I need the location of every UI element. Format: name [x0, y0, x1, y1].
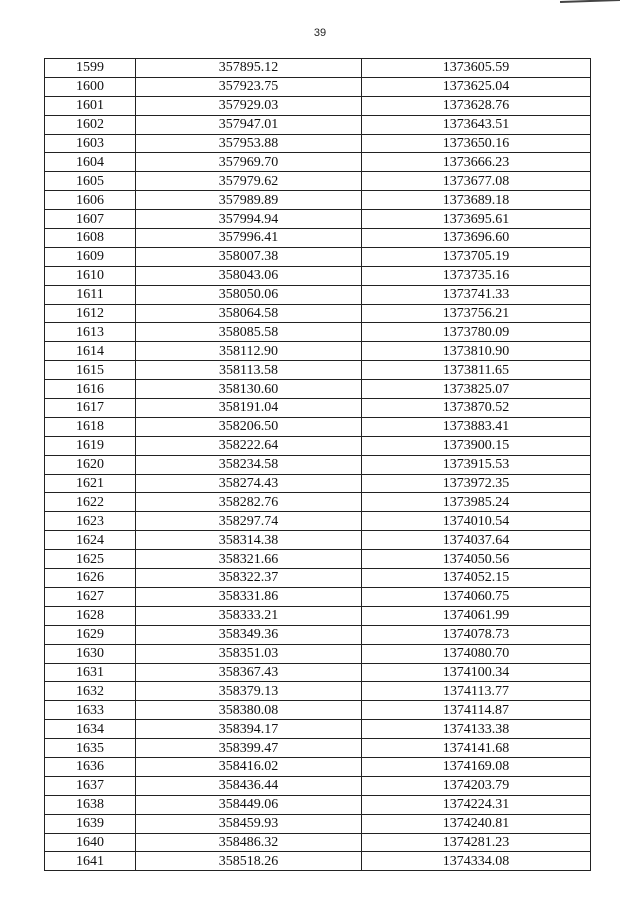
x-coordinate-cell: 357947.01 [136, 115, 362, 134]
x-coordinate-cell: 358449.06 [136, 795, 362, 814]
y-coordinate-cell: 1374281.23 [362, 833, 591, 852]
y-coordinate-cell: 1373883.41 [362, 417, 591, 436]
point-number-cell: 1609 [45, 247, 136, 266]
coordinates-table [44, 58, 591, 871]
table-row [45, 134, 591, 153]
point-number-cell: 1635 [45, 739, 136, 758]
x-coordinate-cell: 358518.26 [136, 852, 362, 871]
point-number-cell: 1618 [45, 417, 136, 436]
point-number-cell: 1625 [45, 550, 136, 569]
y-coordinate-cell: 1373780.09 [362, 323, 591, 342]
x-coordinate-cell: 357953.88 [136, 134, 362, 153]
x-coordinate-cell: 358436.44 [136, 776, 362, 795]
x-coordinate-cell: 358314.38 [136, 531, 362, 550]
y-coordinate-cell: 1374334.08 [362, 852, 591, 871]
x-coordinate-cell: 358191.04 [136, 399, 362, 418]
y-coordinate-cell: 1374141.68 [362, 739, 591, 758]
y-coordinate-cell: 1373900.15 [362, 436, 591, 455]
x-coordinate-cell: 357994.94 [136, 210, 362, 229]
table-row [45, 474, 591, 493]
point-number-cell: 1631 [45, 663, 136, 682]
table-row [45, 436, 591, 455]
point-number-cell: 1601 [45, 96, 136, 115]
table-row [45, 833, 591, 852]
point-number-cell: 1604 [45, 153, 136, 172]
y-coordinate-cell: 1373756.21 [362, 304, 591, 323]
y-coordinate-cell: 1373915.53 [362, 455, 591, 474]
y-coordinate-cell: 1374100.34 [362, 663, 591, 682]
x-coordinate-cell: 358367.43 [136, 663, 362, 682]
y-coordinate-cell: 1373643.51 [362, 115, 591, 134]
point-number-cell: 1607 [45, 210, 136, 229]
point-number-cell: 1638 [45, 795, 136, 814]
y-coordinate-cell: 1373695.61 [362, 210, 591, 229]
point-number-cell: 1639 [45, 814, 136, 833]
y-coordinate-cell: 1374240.81 [362, 814, 591, 833]
x-coordinate-cell: 358050.06 [136, 285, 362, 304]
x-coordinate-cell: 357996.41 [136, 229, 362, 248]
x-coordinate-cell: 358064.58 [136, 304, 362, 323]
point-number-cell: 1621 [45, 474, 136, 493]
table-row [45, 59, 591, 78]
table-row [45, 153, 591, 172]
point-number-cell: 1611 [45, 285, 136, 304]
x-coordinate-cell: 357923.75 [136, 77, 362, 96]
table-row [45, 115, 591, 134]
table-row [45, 682, 591, 701]
point-number-cell: 1608 [45, 229, 136, 248]
y-coordinate-cell: 1373628.76 [362, 96, 591, 115]
table-row [45, 757, 591, 776]
table-row [45, 361, 591, 380]
point-number-cell: 1599 [45, 59, 136, 78]
x-coordinate-cell: 358331.86 [136, 587, 362, 606]
table-row [45, 96, 591, 115]
x-coordinate-cell: 358322.37 [136, 569, 362, 588]
table-row [45, 247, 591, 266]
y-coordinate-cell: 1373735.16 [362, 266, 591, 285]
table-row [45, 625, 591, 644]
table-row [45, 701, 591, 720]
point-number-cell: 1615 [45, 361, 136, 380]
y-coordinate-cell: 1374061.99 [362, 606, 591, 625]
point-number-cell: 1640 [45, 833, 136, 852]
x-coordinate-cell: 358112.90 [136, 342, 362, 361]
table-row [45, 399, 591, 418]
scan-mark [560, 0, 620, 3]
table-row [45, 417, 591, 436]
y-coordinate-cell: 1374060.75 [362, 587, 591, 606]
y-coordinate-cell: 1373666.23 [362, 153, 591, 172]
point-number-cell: 1624 [45, 531, 136, 550]
table-row [45, 606, 591, 625]
table-row [45, 644, 591, 663]
point-number-cell: 1610 [45, 266, 136, 285]
y-coordinate-cell: 1373625.04 [362, 77, 591, 96]
y-coordinate-cell: 1373677.08 [362, 172, 591, 191]
y-coordinate-cell: 1374224.31 [362, 795, 591, 814]
table-row [45, 191, 591, 210]
x-coordinate-cell: 358297.74 [136, 512, 362, 531]
table-row [45, 304, 591, 323]
x-coordinate-cell: 358130.60 [136, 380, 362, 399]
point-number-cell: 1603 [45, 134, 136, 153]
point-number-cell: 1616 [45, 380, 136, 399]
y-coordinate-cell: 1373972.35 [362, 474, 591, 493]
table-row [45, 210, 591, 229]
x-coordinate-cell: 358351.03 [136, 644, 362, 663]
table-row [45, 285, 591, 304]
x-coordinate-cell: 358007.38 [136, 247, 362, 266]
point-number-cell: 1622 [45, 493, 136, 512]
y-coordinate-cell: 1373605.59 [362, 59, 591, 78]
point-number-cell: 1632 [45, 682, 136, 701]
x-coordinate-cell: 358085.58 [136, 323, 362, 342]
point-number-cell: 1619 [45, 436, 136, 455]
x-coordinate-cell: 358459.93 [136, 814, 362, 833]
y-coordinate-cell: 1374037.64 [362, 531, 591, 550]
table-row [45, 795, 591, 814]
x-coordinate-cell: 357969.70 [136, 153, 362, 172]
y-coordinate-cell: 1373870.52 [362, 399, 591, 418]
point-number-cell: 1634 [45, 720, 136, 739]
y-coordinate-cell: 1374080.70 [362, 644, 591, 663]
table-row [45, 550, 591, 569]
x-coordinate-cell: 357979.62 [136, 172, 362, 191]
y-coordinate-cell: 1373705.19 [362, 247, 591, 266]
point-number-cell: 1620 [45, 455, 136, 474]
table-row [45, 531, 591, 550]
y-coordinate-cell: 1373650.16 [362, 134, 591, 153]
x-coordinate-cell: 358486.32 [136, 833, 362, 852]
x-coordinate-cell: 358399.47 [136, 739, 362, 758]
y-coordinate-cell: 1373985.24 [362, 493, 591, 512]
table-row [45, 342, 591, 361]
table-row [45, 776, 591, 795]
point-number-cell: 1606 [45, 191, 136, 210]
x-coordinate-cell: 358394.17 [136, 720, 362, 739]
table-row [45, 229, 591, 248]
point-number-cell: 1633 [45, 701, 136, 720]
point-number-cell: 1614 [45, 342, 136, 361]
x-coordinate-cell: 358282.76 [136, 493, 362, 512]
y-coordinate-cell: 1374078.73 [362, 625, 591, 644]
table-row [45, 455, 591, 474]
table-row [45, 512, 591, 531]
x-coordinate-cell: 358333.21 [136, 606, 362, 625]
table-row [45, 587, 591, 606]
x-coordinate-cell: 358206.50 [136, 417, 362, 436]
y-coordinate-cell: 1374052.15 [362, 569, 591, 588]
point-number-cell: 1623 [45, 512, 136, 531]
table-row [45, 814, 591, 833]
x-coordinate-cell: 358379.13 [136, 682, 362, 701]
y-coordinate-cell: 1374114.87 [362, 701, 591, 720]
x-coordinate-cell: 358380.08 [136, 701, 362, 720]
y-coordinate-cell: 1373810.90 [362, 342, 591, 361]
table-row [45, 663, 591, 682]
x-coordinate-cell: 358234.58 [136, 455, 362, 474]
y-coordinate-cell: 1373825.07 [362, 380, 591, 399]
point-number-cell: 1628 [45, 606, 136, 625]
point-number-cell: 1641 [45, 852, 136, 871]
point-number-cell: 1600 [45, 77, 136, 96]
point-number-cell: 1629 [45, 625, 136, 644]
y-coordinate-cell: 1373689.18 [362, 191, 591, 210]
table-row [45, 852, 591, 871]
point-number-cell: 1602 [45, 115, 136, 134]
y-coordinate-cell: 1373696.60 [362, 229, 591, 248]
x-coordinate-cell: 358321.66 [136, 550, 362, 569]
table-row [45, 380, 591, 399]
y-coordinate-cell: 1374113.77 [362, 682, 591, 701]
point-number-cell: 1613 [45, 323, 136, 342]
x-coordinate-cell: 357929.03 [136, 96, 362, 115]
point-number-cell: 1612 [45, 304, 136, 323]
table-row [45, 720, 591, 739]
point-number-cell: 1626 [45, 569, 136, 588]
x-coordinate-cell: 358222.64 [136, 436, 362, 455]
table-row [45, 266, 591, 285]
y-coordinate-cell: 1374010.54 [362, 512, 591, 531]
y-coordinate-cell: 1373811.65 [362, 361, 591, 380]
x-coordinate-cell: 358349.36 [136, 625, 362, 644]
x-coordinate-cell: 358274.43 [136, 474, 362, 493]
y-coordinate-cell: 1374169.08 [362, 757, 591, 776]
x-coordinate-cell: 358043.06 [136, 266, 362, 285]
point-number-cell: 1617 [45, 399, 136, 418]
x-coordinate-cell: 358416.02 [136, 757, 362, 776]
table-row [45, 172, 591, 191]
table-body [45, 59, 591, 871]
point-number-cell: 1636 [45, 757, 136, 776]
page-number: 39 [313, 27, 327, 39]
point-number-cell: 1630 [45, 644, 136, 663]
y-coordinate-cell: 1374203.79 [362, 776, 591, 795]
y-coordinate-cell: 1374050.56 [362, 550, 591, 569]
point-number-cell: 1627 [45, 587, 136, 606]
x-coordinate-cell: 357989.89 [136, 191, 362, 210]
point-number-cell: 1605 [45, 172, 136, 191]
x-coordinate-cell: 357895.12 [136, 59, 362, 78]
table-row [45, 77, 591, 96]
y-coordinate-cell: 1373741.33 [362, 285, 591, 304]
table-row [45, 323, 591, 342]
table-row [45, 569, 591, 588]
table-row [45, 739, 591, 758]
point-number-cell: 1637 [45, 776, 136, 795]
x-coordinate-cell: 358113.58 [136, 361, 362, 380]
y-coordinate-cell: 1374133.38 [362, 720, 591, 739]
table-row [45, 493, 591, 512]
